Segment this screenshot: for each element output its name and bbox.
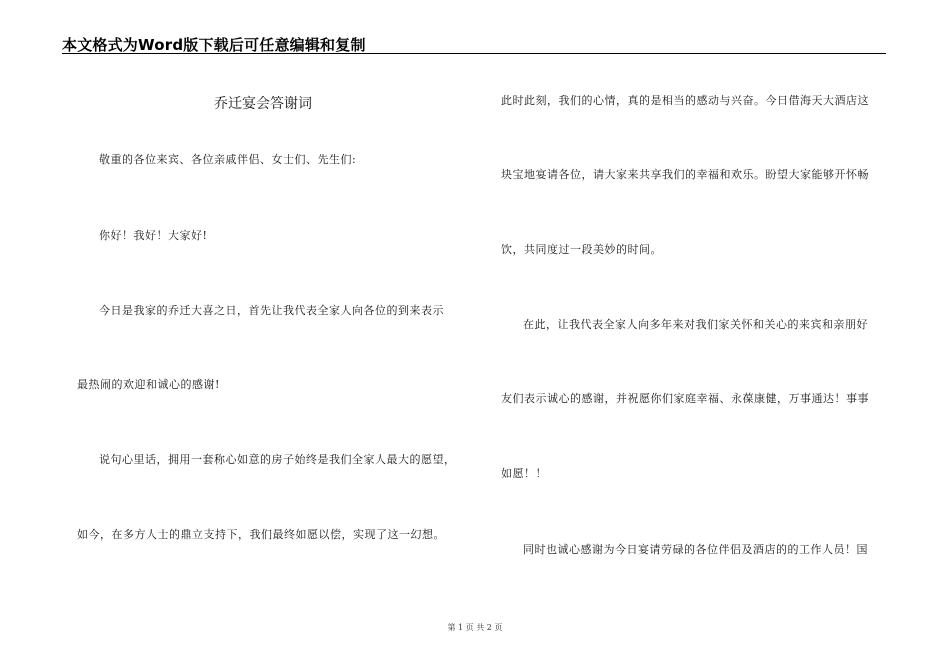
right-para-line: 在此，让我代表全家人向多年来对我们家关怀和关心的来宾和亲朋好: [523, 318, 868, 331]
left-para-line: 最热闹的欢迎和诚心的感谢!: [77, 378, 220, 391]
right-para-line: 同时也诚心感谢为今日宴请劳碌的各位伴侣及酒店的的工作人员！国: [523, 543, 868, 556]
left-para-line: 你好！我好！大家好!: [99, 229, 208, 242]
page-indicator: 第 1 页 共 2 页: [447, 623, 503, 632]
header-banner: 本文格式为Word版下载后可任意编辑和复制: [62, 36, 366, 54]
left-para-line: 敬重的各位来宾、各位亲戚伴侣、女士们、先生们:: [99, 153, 357, 166]
header-rule: [62, 53, 886, 54]
right-para-line: 饮，共同度过一段美妙的时间。: [501, 243, 662, 256]
left-para-line: 说句心里话，拥用一套称心如意的房子始终是我们全家人最大的愿望，: [99, 453, 456, 466]
right-para-line: 如愿！！: [501, 467, 547, 480]
left-para-line: 如今，在多方人士的鼎立支持下，我们最终如愿以偿，实现了这一幻想。: [77, 528, 445, 541]
right-para-line: 此时此刻，我们的心情，真的是相当的感动与兴奋。今日借海天大酒店这: [501, 94, 869, 107]
right-para-line: 块宝地宴请各位，请大家来共享我们的幸福和欢乐。盼望大家能够开怀畅: [501, 168, 869, 181]
left-para-line: 今日是我家的乔迁大喜之日，首先让我代表全家人向各位的到来表示: [99, 304, 444, 317]
right-para-line: 友们表示诚心的感谢，并祝愿你们家庭幸福、永葆康健，万事通达！事事: [501, 392, 869, 405]
document-title: 乔迁宴会答谢词: [214, 96, 312, 112]
